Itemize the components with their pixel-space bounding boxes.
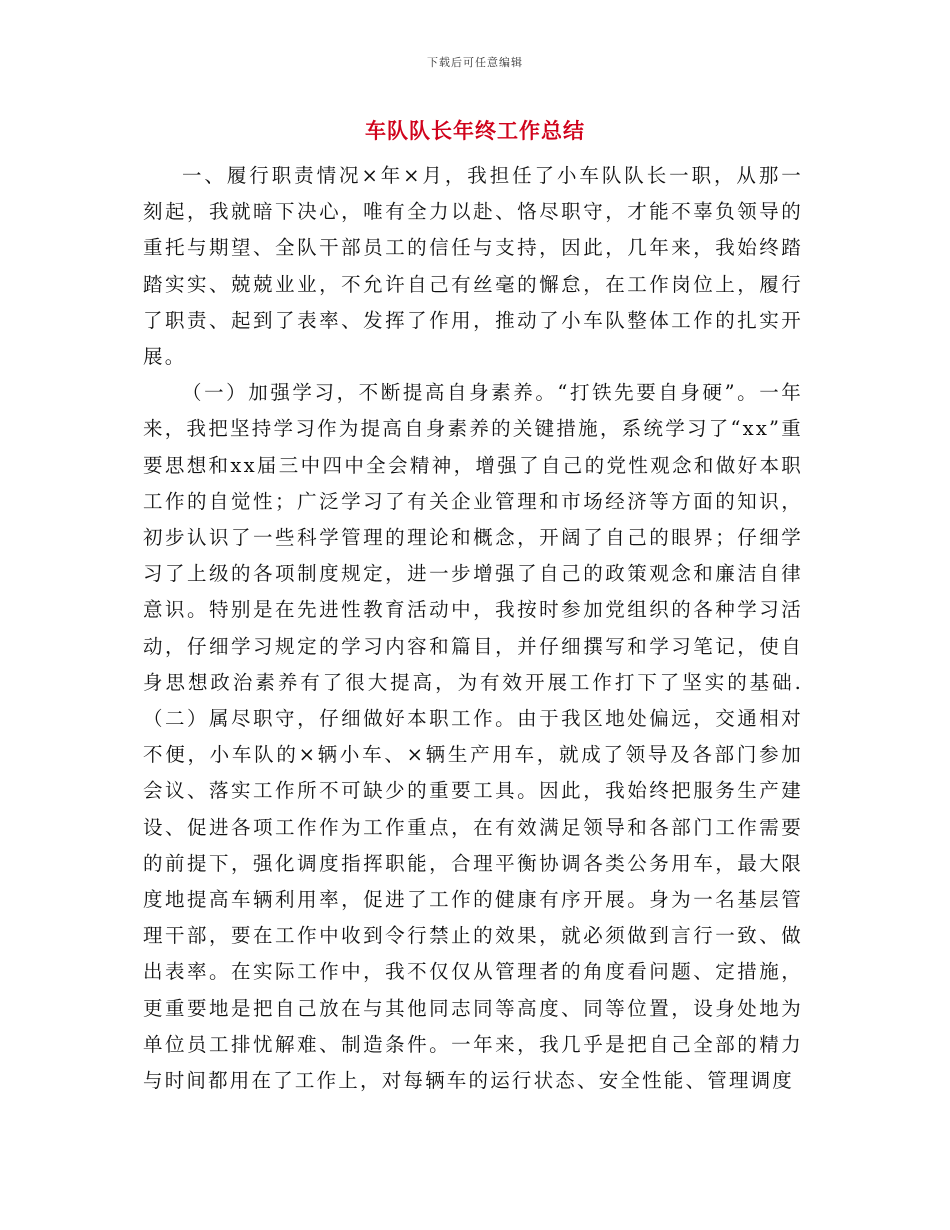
document-body bbox=[143, 158, 803, 1099]
document-title: 车队队长年终工作总结 bbox=[365, 118, 585, 143]
page-header-note: 下载后可任意编辑 bbox=[427, 56, 523, 69]
paragraph-study-and-work: （一）加强学习，不断提高自身素养。“打铁先要自身硬”。一年来，我把坚持学习作为提高自身素养的关键措施，系统学习了“xx”重要思想和xx届三中四中全会精神，增强了自己的党性观念和做好本职工作的自觉性；广泛学习了有关企业管理和市场经济等方面的知识，初步认识了一些科学管理的理论和概念，开阔了自己的眼界；仔细学习了上级的各项制度规定，进一步增强了自己的政策观念和廉洁自律意识。特别是在先进性教育活动中，我按时参加党组织的各种学习活动，仔细学习规定的学习内容和篇目，并仔细撰写和学习笔记，使自身思想政治素养有了很大提高，为有效开展工作打下了坚实的基础.（二）属尽职守，仔细做好本职工作。由于我区地处偏远，交通相对不便，小车队的×辆小车、×辆生产用车，就成了领导及各部门参加会议、落实工作所不可缺少的重要工具。因此，我始终把服务生产建设、促进各项工作作为工作重点，在有效满足领导和各部门工作需要的前提下，强化调度指挥职能，合理平衡协调各类公务用车，最大限度地提高车辆利用率，促进了工作的健康有序开展。身为一名基层管理干部，要在工作中收到令行禁止的效果，就必须做到言行一致、做出表率。在实际工作中，我不仅仅从管理者的角度看问题、定措施，更重要地是把自己放在与其他同志同等高度、同等位置，设身处地为单位员工排忧解难、制造条件。一年来，我几乎是把自己全部的精力与时间都用在了工作上，对每辆车的运行状态、安全性能、管理调度 bbox=[143, 381, 803, 1093]
paragraph-duty-performance: 一、履行职责情况×年×月，我担任了小车队队长一职，从那一刻起，我就暗下决心，唯有全力以赴、恪尽职守，才能不辜负领导的重托与期望、全队干部员工的信任与支持，因此，几年来，我始终踏踏实实、兢兢业业，不允许自己有丝毫的懈怠，在工作岗位上，履行了职责、起到了表率、发挥了作用，推动了小车队整体工作的扎实开展。 bbox=[143, 164, 803, 369]
